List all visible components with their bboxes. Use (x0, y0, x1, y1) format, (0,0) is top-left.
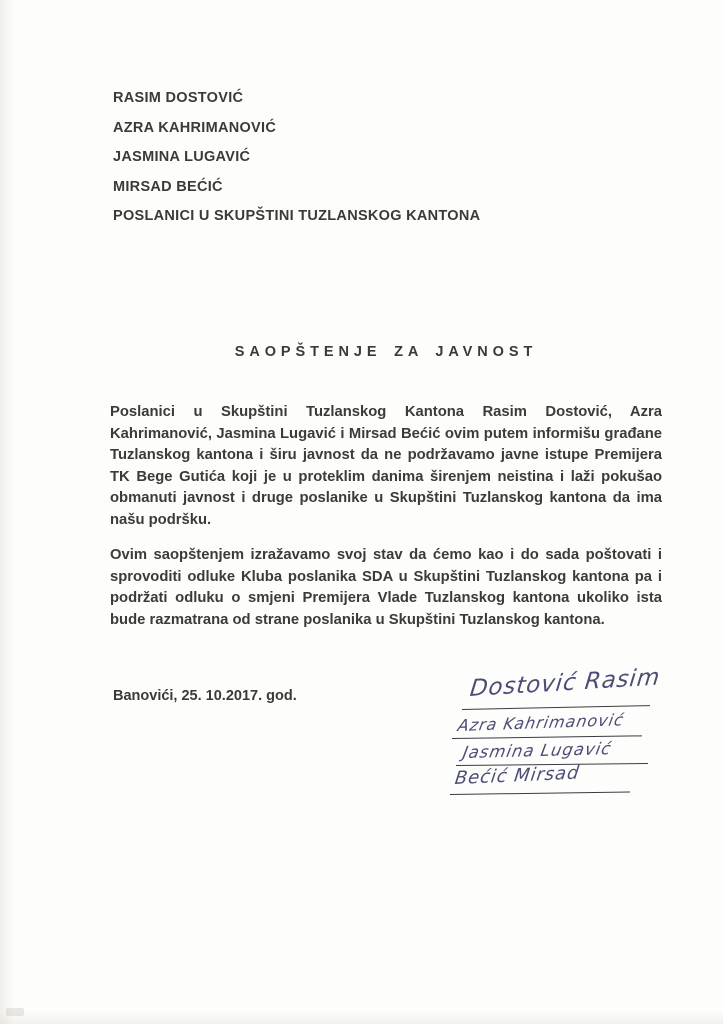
signature-rasim-dostovic: Dostović Rasim (468, 664, 662, 703)
author-name-line: JASMINA LUGAVIĆ (113, 149, 251, 165)
body-paragraph-2: Ovim saopštenjem izražavamo svoj stav da ćemo kao i do sada poštovati i sprovoditi odluke Kluba poslanika SDA u Skupštini Tuzlanskog kantona pa i podržati odluku o smjeni Premijera Vlade Tuzlanskog kantona ukoliko ista bude razmatrana od strane poslanika u Skupštini Tuzlanskog kantona. (110, 547, 662, 628)
author-name-line: MIRSAD BEĆIĆ (113, 178, 223, 195)
author-name-line: AZRA KAHRIMANOVIĆ (113, 119, 277, 136)
signature-azra-kahrimanovic: Azra Kahrimanović (456, 710, 626, 736)
scan-edge-shadow-left (0, 0, 14, 1024)
author-role-line: POSLANICI U SKUPŠTINI TUZLANSKOG KANTONA (113, 208, 481, 224)
place-and-date-line: Banovići, 25. 10.2017. god. (113, 688, 297, 704)
body-paragraph-1: Poslanici u Skupštini Tuzlanskog Kantona Rasim Dostović, Azra Kahrimanović, Jasmina Lugavić i Mirsad Bećić ovim putem informišu građane Tuzlanskog kantona i širu javnost da ne podržavamo javne istupe Premijera TK Bege Gutića koji je u proteklim danima širenjem neistina i laži pokušao obmanuti javnost i druge poslanike u Skupštini Tuzlanskog kantona da ima našu podršku. (110, 404, 662, 528)
document-title: SAOPŠTENJE ZA JAVNOST (234, 344, 538, 360)
document-body (110, 402, 662, 645)
signature-underline (450, 791, 630, 795)
signature-becic-mirsad: Bećić Mirsad (453, 762, 581, 790)
author-name-line: RASIM DOSTOVIĆ (113, 90, 244, 106)
scan-artifact-speck (6, 1008, 24, 1016)
author-names-block (113, 84, 480, 232)
signature-jasmina-lugavic: Jasmina Lugavić (461, 739, 614, 763)
scan-edge-shadow-bottom (0, 1010, 723, 1024)
